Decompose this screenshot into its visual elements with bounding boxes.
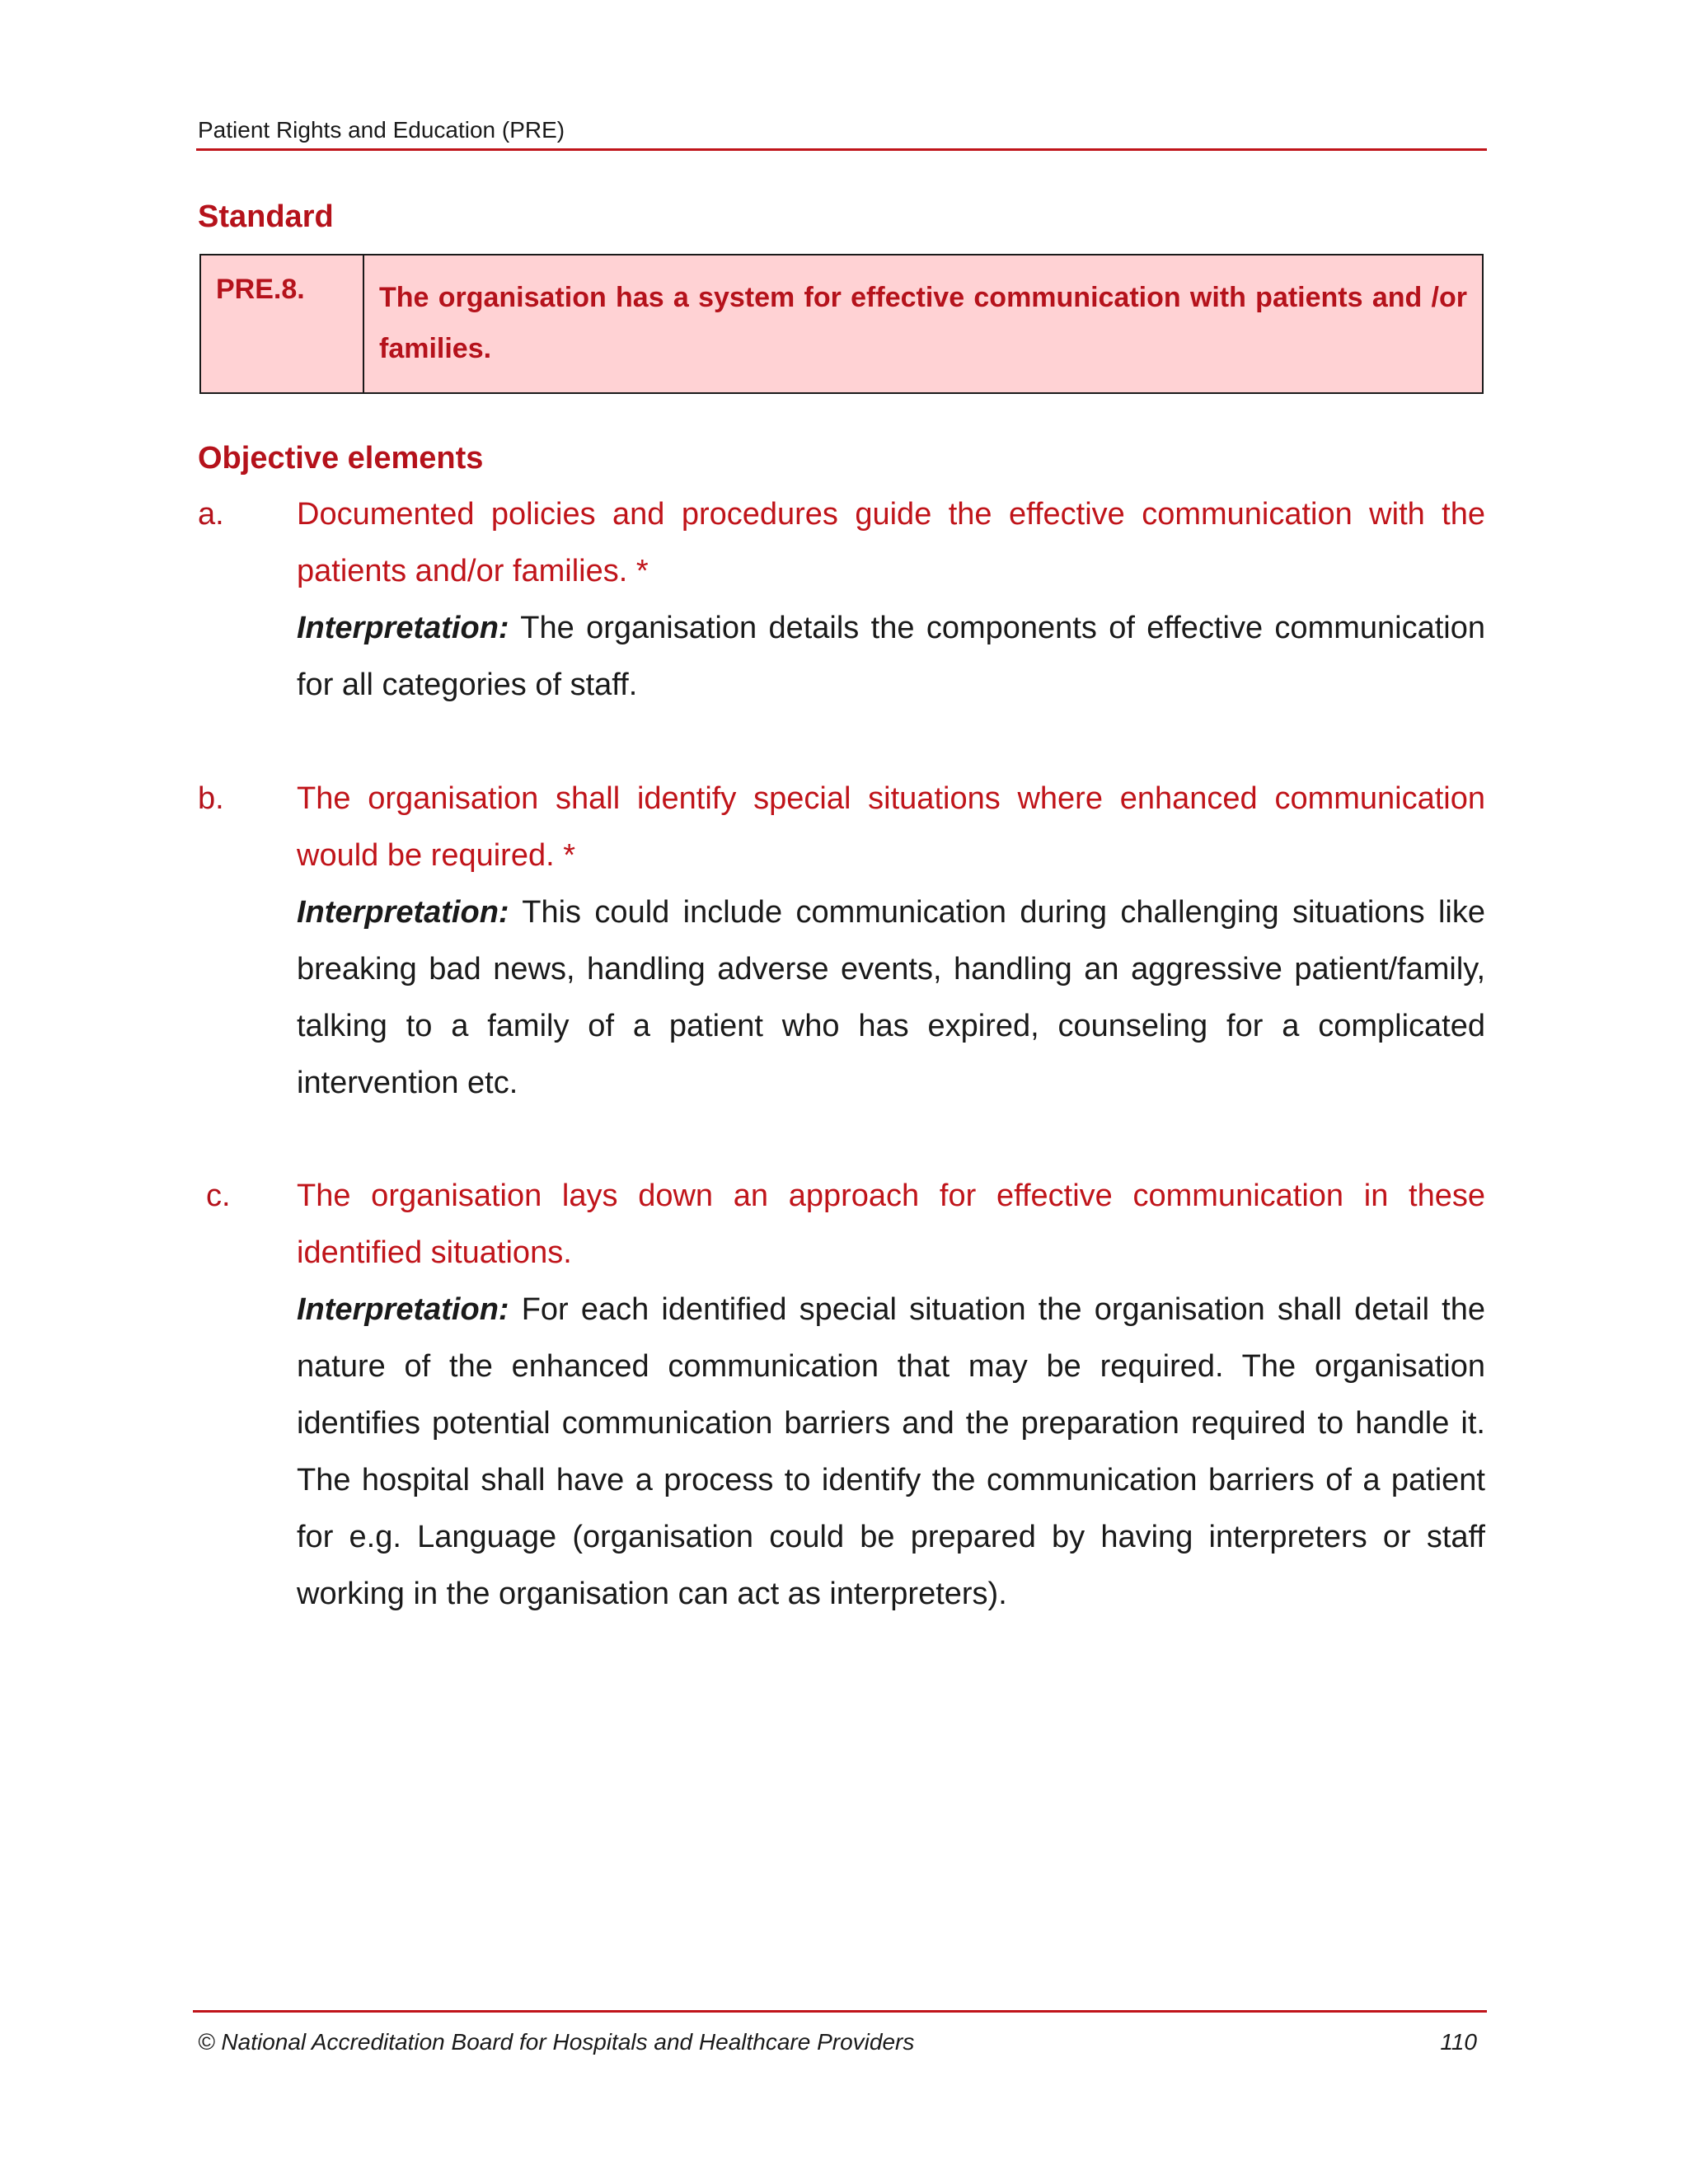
objective-element-b (196, 771, 1487, 1112)
element-statement: Documented policies and procedures guide the effective communication with the patients and/or families. * (297, 497, 1485, 588)
element-letter: c. (206, 1179, 231, 1213)
page-header (196, 115, 1487, 151)
element-interpretation (297, 1282, 1485, 1623)
element-interpretation (297, 600, 1485, 714)
standard-code: PRE.8. (201, 255, 364, 392)
element-statement: The organisation shall identify special situations where enhanced communication would be required. * (297, 781, 1485, 873)
standard-heading: Standard (198, 199, 334, 234)
footer-copyright: © National Accreditation Board for Hospitals and Healthcare Providers (198, 2029, 915, 2055)
standard-table (199, 254, 1484, 394)
standard-text: The organisation has a system for effective communication with patients and /or families. (379, 282, 1467, 364)
interpretation-label: Interpretation: (297, 611, 509, 645)
page-footer (193, 2010, 1487, 2062)
element-interpretation (297, 884, 1485, 1112)
element-statement: The organisation lays down an approach for effective communication in these identified situations. (297, 1179, 1485, 1270)
interpretation-label: Interpretation: (297, 1292, 509, 1327)
objective-element-a (196, 486, 1487, 714)
interpretation-text: This could include communication during challenging situations like breaking bad news, handling adverse events, handling an aggressive patient/family, talking to a family of a patient who has expired, counseling for a complicated intervention etc. (297, 895, 1485, 1100)
interpretation-text: For each identified special situation the organisation shall detail the nature of the enhanced communication that may be required. The organisation identifies potential communication barriers and the preparation required to handle it. The hospital shall have a process to identify the communication barriers of a patient for e.g. Language (organisation could be prepared by having interpreters or staff working in the organisation can act as interpreters). (297, 1292, 1485, 1611)
element-letter: a. (198, 497, 224, 532)
interpretation-text: The organisation details the components of effective communication for all categories of staff. (297, 611, 1485, 702)
objective-element-c (196, 1168, 1487, 1623)
interpretation-label: Interpretation: (297, 895, 509, 930)
element-letter: b. (198, 781, 224, 816)
running-title: Patient Rights and Education (PRE) (198, 117, 565, 143)
page-number: 110 (1440, 2029, 1477, 2055)
objective-elements-heading: Objective elements (198, 441, 484, 476)
